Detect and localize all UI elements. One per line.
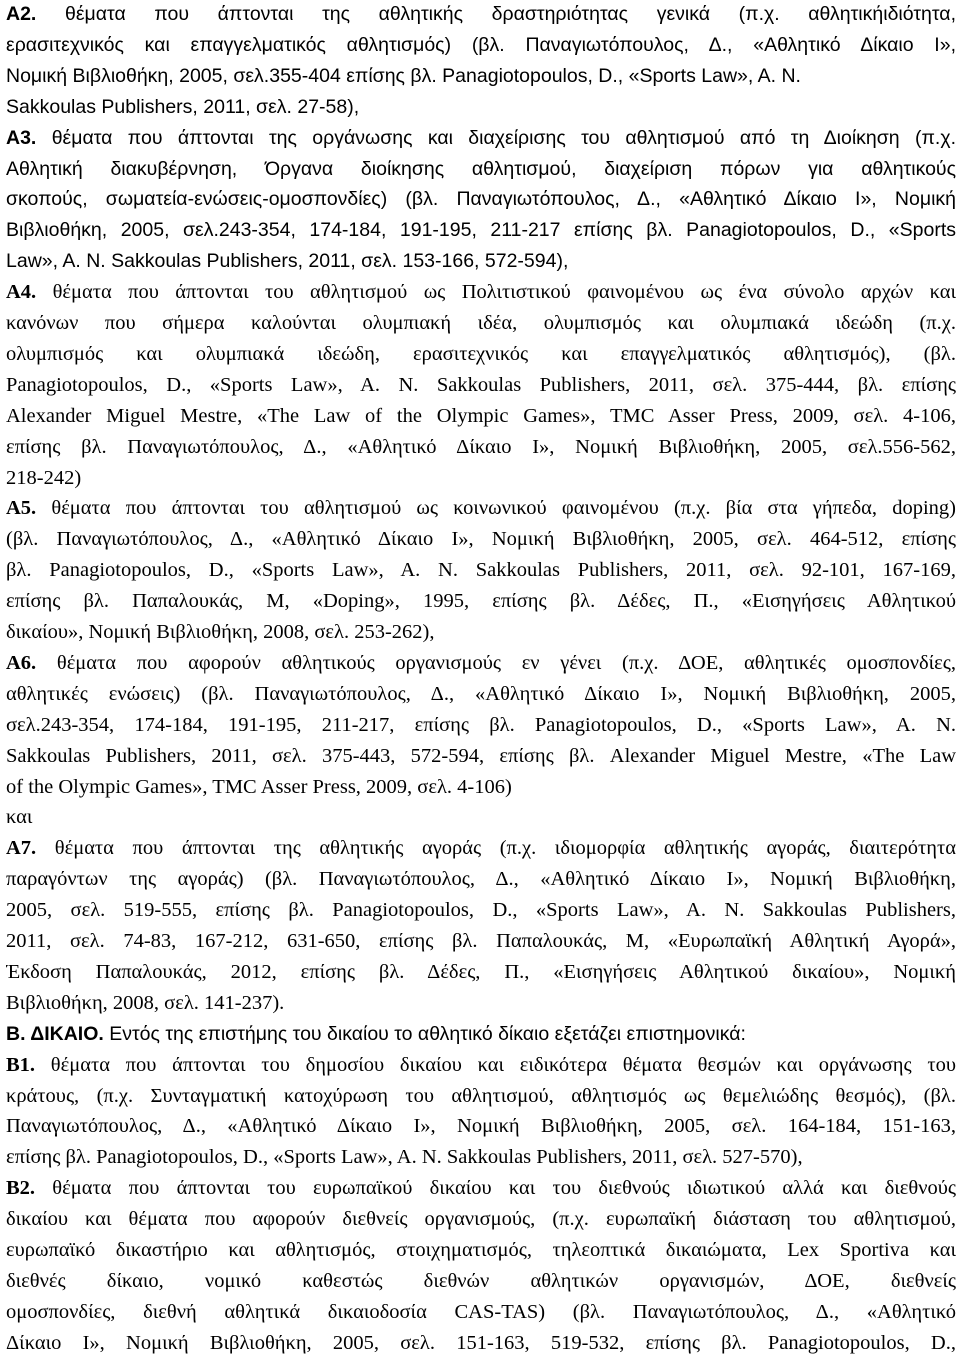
text-line [6,678,956,710]
line-text: σκοπούς, σωματεία-ενώσεις-ομοσπονδίες) (βλ. Παναγιωτόπουλος, Δ., «Αθλητικό Δίκαιο Ι», Νομική [6,188,956,211]
document-page [6,0,956,1358]
text-line [6,1172,956,1204]
text-line [6,462,81,494]
text-line [6,276,956,308]
text-line [6,987,284,1019]
line-text: θέματα που άπτονται του αθλητισμού ως κοινωνικού φαινομένου (π.χ. βία στα γήπεδα, doping) [36,497,956,520]
section-label: A5. [6,497,37,520]
text-line [6,431,956,463]
text-line [6,122,956,154]
line-text: Βιβλιοθήκη, 2008, σελ. 141-237). [6,991,285,1014]
section-label: Β1. [6,1053,36,1076]
text-line [6,1296,956,1328]
line-text: Παναγιωτόπουλος, Δ., «Αθλητικό Δίκαιο Ι», Νομική Βιβλιοθήκη, 2005, σελ. 164-184, 151-163, [6,1115,956,1138]
text-line [6,554,956,586]
line-text: επίσης βλ. Παναγιωτόπουλος, Δ., «Αθλητικό Δίκαιο Ι», Νομική Βιβλιοθήκη, 2005, σελ.556-562, [6,435,956,458]
line-text: θέματα που άπτονται του δημοσίου δικαίου και ειδικότερα θέματα θεσμών και οργάνωσης του [35,1053,956,1076]
text-line [6,1203,956,1235]
text-line [6,585,956,617]
line-text: παραγόντων της αγοράς) (βλ. Παναγιωτόπουλος, Δ., «Αθλητικό Δίκαιο Ι», Νομική Βιβλιοθήκη, [6,868,956,891]
text-line [6,523,956,555]
line-text: 2011, σελ. 74-83, 167-212, 631-650, επίσης βλ. Παπαλουκάς, Μ, «Ευρωπαϊκή Αθλητική Αγορά», [6,930,956,952]
section-label: A7. [6,837,37,860]
line-text: 218-242) [6,466,82,489]
section-label: A6. [6,651,37,674]
text-line [6,338,956,370]
line-text: ευρωπαϊκό δικαστήριο και αθλητισμός, στοιχηματισμός, τηλεοπτικά δικαιώματα, Lex Sportiva και [6,1239,956,1261]
line-text: Δίκαιο Ι», Νομική Βιβλιοθήκη, 2005, σελ. 151-163, 519-532, επίσης βλ. Panagiotopoulos, D., [6,1331,956,1354]
line-text: 2005, σελ. 519-555, επίσης βλ. Panagiotopoulos, D., «Sports Law», A. N. Sakkoulas Publishers, [6,899,956,922]
line-text: Έκδοση Παπαλουκάς, 2012, επίσης βλ. Δέδες, Π., «Εισηγήσεις Αθλητικού δικαίου», Νομική [6,960,956,983]
text-line [6,400,956,432]
line-text: επίσης βλ. Παπαλουκάς, Μ, «Doping», 1995, επίσης βλ. Δέδες, Π., «Εισηγήσεις Αθλητικού [6,590,956,613]
text-line [6,492,956,524]
section-label: A2. [6,3,37,25]
line-text: δικαίου και θέματα που αφορούν διεθνείς οργανισμούς, (π.χ. ευρωπαϊκή διάσταση του αθλητισμού, [6,1208,956,1231]
text-line [6,1018,746,1050]
text-line [6,214,956,246]
text-line [6,1110,956,1142]
line-text: ολυμπισμός και ολυμπιακά ιδεώδη, ερασιτεχνικός και επαγγελματικός αθλητισμός), (βλ. [6,342,956,365]
text-line [6,369,956,401]
text-line [6,307,956,339]
text-line [6,0,956,30]
text-line [6,245,568,277]
text-line [6,832,956,864]
line-text: θέματα που άπτονται του ευρωπαϊκού δικαίου και του διεθνούς ιδιωτικού αλλά και διεθνούς [35,1177,956,1200]
text-line [6,894,956,926]
line-text: θέματα που άπτονται της αθλητικής δραστηριότητας γενικά (π.χ. αθλητικήιδιότητα, [36,3,956,25]
text-line [6,709,956,741]
text-line [6,91,359,123]
line-text: Βιβλιοθήκη, 2005, σελ.243-354, 174-184, 191-195, 211-217 επίσης βλ. Panagiotopoulos, D., «Sports [6,219,956,242]
text-line [6,1265,956,1297]
section-label: Β2. [6,1177,36,1200]
line-text: θέματα που άπτονται του αθλητισμού ως Πολιτιστικού φαινομένου ως ένα σύνολο αρχών και [36,281,956,304]
line-text: Panagiotopoulos, D., «Sports Law», A. N. Sakkoulas Publishers, 2011, σελ. 375-444, βλ. επίσης [6,373,956,396]
line-text: θέματα που άπτονται της αθλητικής αγοράς (π.χ. ιδιομορφία αθλητικής αγοράς, διαιτερότητα [36,837,956,860]
line-text: δικαίου», Νομική Βιβλιοθήκη, 2008, σελ. 253-262), [6,621,435,643]
section-label: A4. [6,281,37,304]
line-text: διεθνές δίκαιο, νομικό καθεστώς διεθνών αθλητικών οργανισμών, ΔΟΕ, διεθνείς [6,1269,956,1292]
section-label: Β. ΔΙΚΑΙΟ. [6,1022,104,1045]
text-line [6,801,32,833]
line-text: ομοσπονδίες, διεθνή αθλητικά δικαιοδοσία CAS-TAS) (βλ. Παναγιωτόπουλος, Δ., «Αθλητικό [6,1300,956,1323]
line-text: Sakkoulas Publishers, 2011, σελ. 27-58), [6,95,360,118]
line-text: επίσης βλ. Panagiotopoulos, D., «Sports Law», A. N. Sakkoulas Publishers, 2011, σελ. 527-570), [6,1146,803,1169]
line-text: θέματα που άπτονται της οργάνωσης και διαχείρισης του αθλητισμού από τη Διοίκηση (π.χ. [36,126,956,149]
line-text: of the Olympic Games», TMC Asser Press, 2009, σελ. 4-106) [6,775,512,798]
text-line [6,1080,956,1112]
text-line [6,616,435,648]
line-text: Εντός της επιστήμης του δικαίου το αθλητικό δίκαιο εξετάζει επιστημονικά: [103,1022,746,1045]
text-line [6,956,956,988]
line-text: (βλ. Παναγιωτόπουλος, Δ., «Αθλητικό Δίκαιο Ι», Νομική Βιβλιοθήκη, 2005, σελ. 464-512, επίσης [6,528,956,551]
section-label: A3. [6,126,37,149]
line-text: θέματα που αφορούν αθλητικούς οργανισμούς εν γένει (π.χ. ΔΟΕ, αθλητικές ομοσπονδίες, [36,651,956,674]
line-text: και [6,806,33,829]
line-text: κανόνων που σήμερα καλούνται ολυμπιακή ιδέα, ολυμπισμός και ολυμπιακά ιδεώδη (π.χ. [6,312,956,334]
text-line [6,183,956,215]
text-line [6,1327,956,1358]
text-line [6,647,956,679]
text-line [6,925,956,957]
line-text: Sakkoulas Publishers, 2011, σελ. 375-443, 572-594, επίσης βλ. Alexander Miguel Mestre, «The Law [6,744,956,767]
line-text: κράτους, (π.χ. Συνταγματική κατοχύρωση του αθλητισμού, αθλητισμός ως θεμελιώδης θεσμός), (βλ. [6,1084,956,1107]
text-line [6,740,956,772]
line-text: Νομική Βιβλιοθήκη, 2005, σελ.355-404 επίσης βλ. Panagiotopoulos, D., «Sports Law», A. N. [6,64,801,87]
line-text: αθλητικές ενώσεις) (βλ. Παναγιωτόπουλος, Δ., «Αθλητικό Δίκαιο Ι», Νομική Βιβλιοθήκη, 2005, [6,682,956,705]
text-line [6,1234,956,1266]
text-line [6,153,956,185]
text-line [6,60,801,92]
text-line [6,863,956,895]
text-line [6,771,512,803]
line-text: Alexander Miguel Mestre, «The Law of the Olympic Games», TMC Asser Press, 2009, σελ. 4-106, [6,404,956,427]
line-text: βλ. Panagiotopoulos, D., «Sports Law», A. N. Sakkoulas Publishers, 2011, σελ. 92-101, 167-169, [6,559,956,582]
line-text: σελ.243-354, 174-184, 191-195, 211-217, επίσης βλ. Panagiotopoulos, D., «Sports Law», A. N. [6,713,956,736]
text-line [6,1141,803,1173]
line-text: Αθλητική διακυβέρνηση, Όργανα διοίκησης αθλητισμού, διαχείριση πόρων για αθλητικούς [6,157,956,180]
text-line [6,29,956,61]
text-line [6,1049,956,1081]
line-text: ερασιτεχνικός και επαγγελματικός αθλητισμός) (βλ. Παναγιωτόπουλος, Δ., «Αθλητικό Δίκαιο Ι», [6,33,956,56]
line-text: Law», A. N. Sakkoulas Publishers, 2011, σελ. 153-166, 572-594), [6,250,569,273]
